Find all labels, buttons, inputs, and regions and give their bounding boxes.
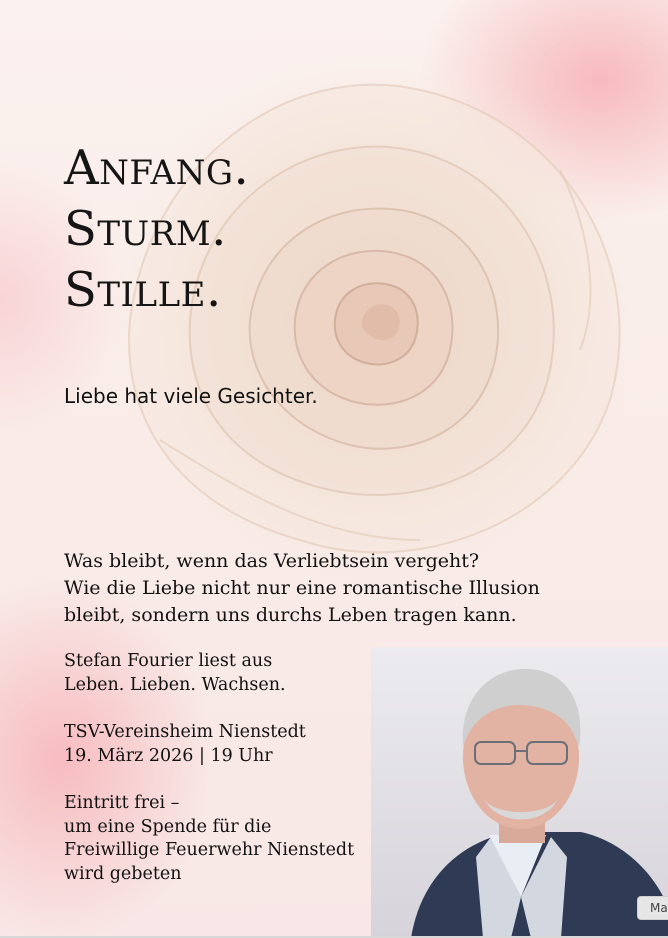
intro-line-2: Wie die Liebe nicht nur eine romantische Illusion (64, 577, 540, 599)
tagline: Liebe hat viele Gesichter. (64, 384, 318, 408)
venue-line-1: TSV-Vereinsheim Nienstedt (64, 722, 306, 742)
corner-button[interactable]: Ma (637, 896, 668, 920)
intro-line-1: Was bleibt, wenn das Verliebtsein vergeht? (64, 550, 480, 572)
venue-info (64, 721, 306, 768)
intro-line-3: bleibt, sondern uns durchs Leben tragen kann. (64, 604, 517, 626)
reading-line-1: Stefan Fourier liest aus (64, 651, 273, 671)
venue-line-2: 19. März 2026 | 19 Uhr (64, 745, 273, 766)
admission-info (64, 792, 354, 886)
admission-line-2: um eine Spende für die (64, 816, 272, 837)
headline-line-3: Stille. (64, 262, 222, 318)
headline-line-2: Sturm. (64, 201, 227, 257)
reading-info (64, 650, 286, 697)
reading-line-2: Leben. Lieben. Wachsen. (64, 674, 286, 695)
author-portrait-photo (371, 647, 668, 938)
admission-line-4: wird gebeten (64, 863, 182, 884)
intro-text (64, 548, 540, 629)
headline-line-1: Anfang. (64, 140, 250, 196)
admission-line-3: Freiwillige Feuerwehr Nienstedt (64, 840, 355, 860)
headline (64, 138, 249, 321)
admission-line-1: Eintritt frei – (64, 793, 180, 813)
portrait-illustration (371, 647, 668, 938)
